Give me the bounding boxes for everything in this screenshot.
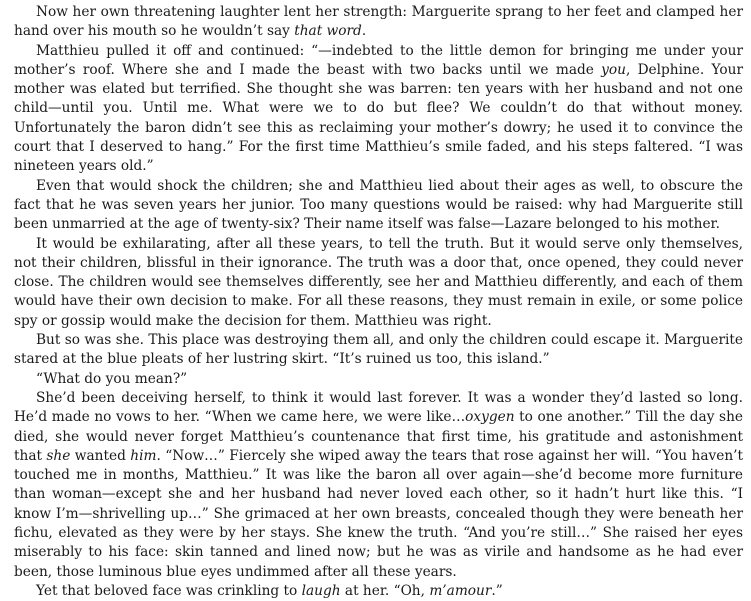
italic-text: that word [294, 23, 362, 40]
text-run: Yet that beloved face was crinkling to [36, 582, 302, 599]
paragraph [14, 582, 743, 601]
italic-text: him [130, 447, 157, 464]
italic-text: laugh [301, 582, 341, 599]
text-run: Now her own threatening laughter lent her strength: Marguerite sprang to her feet and clamped her hand over his mouth so he wouldn’t say [14, 4, 743, 40]
text-run: wanted [70, 447, 131, 464]
text-run: at her. “Oh, [340, 582, 430, 599]
text-run: She’d been deceiving herself, to think it would last forever. It was a wonder they’d lasted so long. He’d made no vows to her. “When we came here, we were like… [14, 389, 743, 426]
text-run: to one another.” Till the day she died, she would never forget Matthieu’s countenance that first time, his gratitude and astonishment that [14, 409, 743, 464]
text-run: It would be exhilarating, after all these years, to tell the truth. But it would serve only themselves, not their children, blissful in their ignorance. The truth was a door that, once opened, they could never close. The children would see themselves differently, see her and Matthieu differently, and each of them would have their own decision to make. For all these reasons, they must remain in exile, or some police spy or gossip would make the decision for them. Matthieu was right. [14, 235, 743, 329]
paragraph [14, 177, 743, 235]
paragraph [14, 370, 743, 389]
italic-text: you [601, 61, 626, 78]
italic-text: she [46, 447, 71, 464]
paragraph [14, 3, 743, 42]
text-run: , Delphine. Your mother was elated but terrified. She thought she was barren: ten years with her husband and not one child—until you. Until me. What were we to do but flee? We couldn’t do that without money. Unfortunately the baron didn’t see this as reclaiming your mother’s dowry; he used it to convince the court that I deserved to hang.” For the first time Matthieu’s smile faded, and his steps faltered. “I was nineteen years old.” [14, 61, 744, 175]
text-run: Even that would shock the children; she and Matthieu lied about their ages as well, to obscure the fact that he was seven years her junior. Too many questions would be raised: why had Marguerite still been unmarried at the age of twenty-six? Their name itself was false—Lazare belonged to his mother. [14, 177, 743, 233]
text-run: “What do you mean?” [36, 370, 188, 387]
paragraph [14, 389, 743, 582]
paragraph [14, 235, 743, 331]
text-run: . [361, 23, 367, 40]
text-run: . “Now…” Fiercely she wiped away the tears that rose against her will. “You haven’t touched me in months, Matthieu.” It was like the baron all over again—she’d become more furniture than woman—except she and her husband had never loved each other, so it hadn’t hurt like this. “I know I’m—shrivelling up…” She grimaced at her own breasts, concealed though they were beneath her fichu, elevated as they were by her stays. She knew the truth. “And you’re still…” She raised her eyes miserably to his face: skin tanned and lined now; but he was as virile and handsome as he had ever been, those luminous blue eyes undimmed after all these years. [14, 447, 743, 580]
paragraph [14, 331, 743, 370]
text-run: But so was she. This place was destroying them all, and only the children could escape it. Marguerite stared at the blue pleats of her lustring skirt. “It’s ruined us too, this island.” [14, 332, 743, 368]
text-run: .” [491, 582, 503, 599]
italic-text: m’amour [429, 582, 492, 599]
paragraph [14, 42, 743, 177]
italic-text: oxygen [465, 409, 515, 426]
text-run: Matthieu pulled it off and continued: “—indebted to the little demon for bringing me under your mother’s roof. Where she and I made the beast with two backs until we made [14, 42, 743, 78]
body-text [14, 3, 743, 601]
